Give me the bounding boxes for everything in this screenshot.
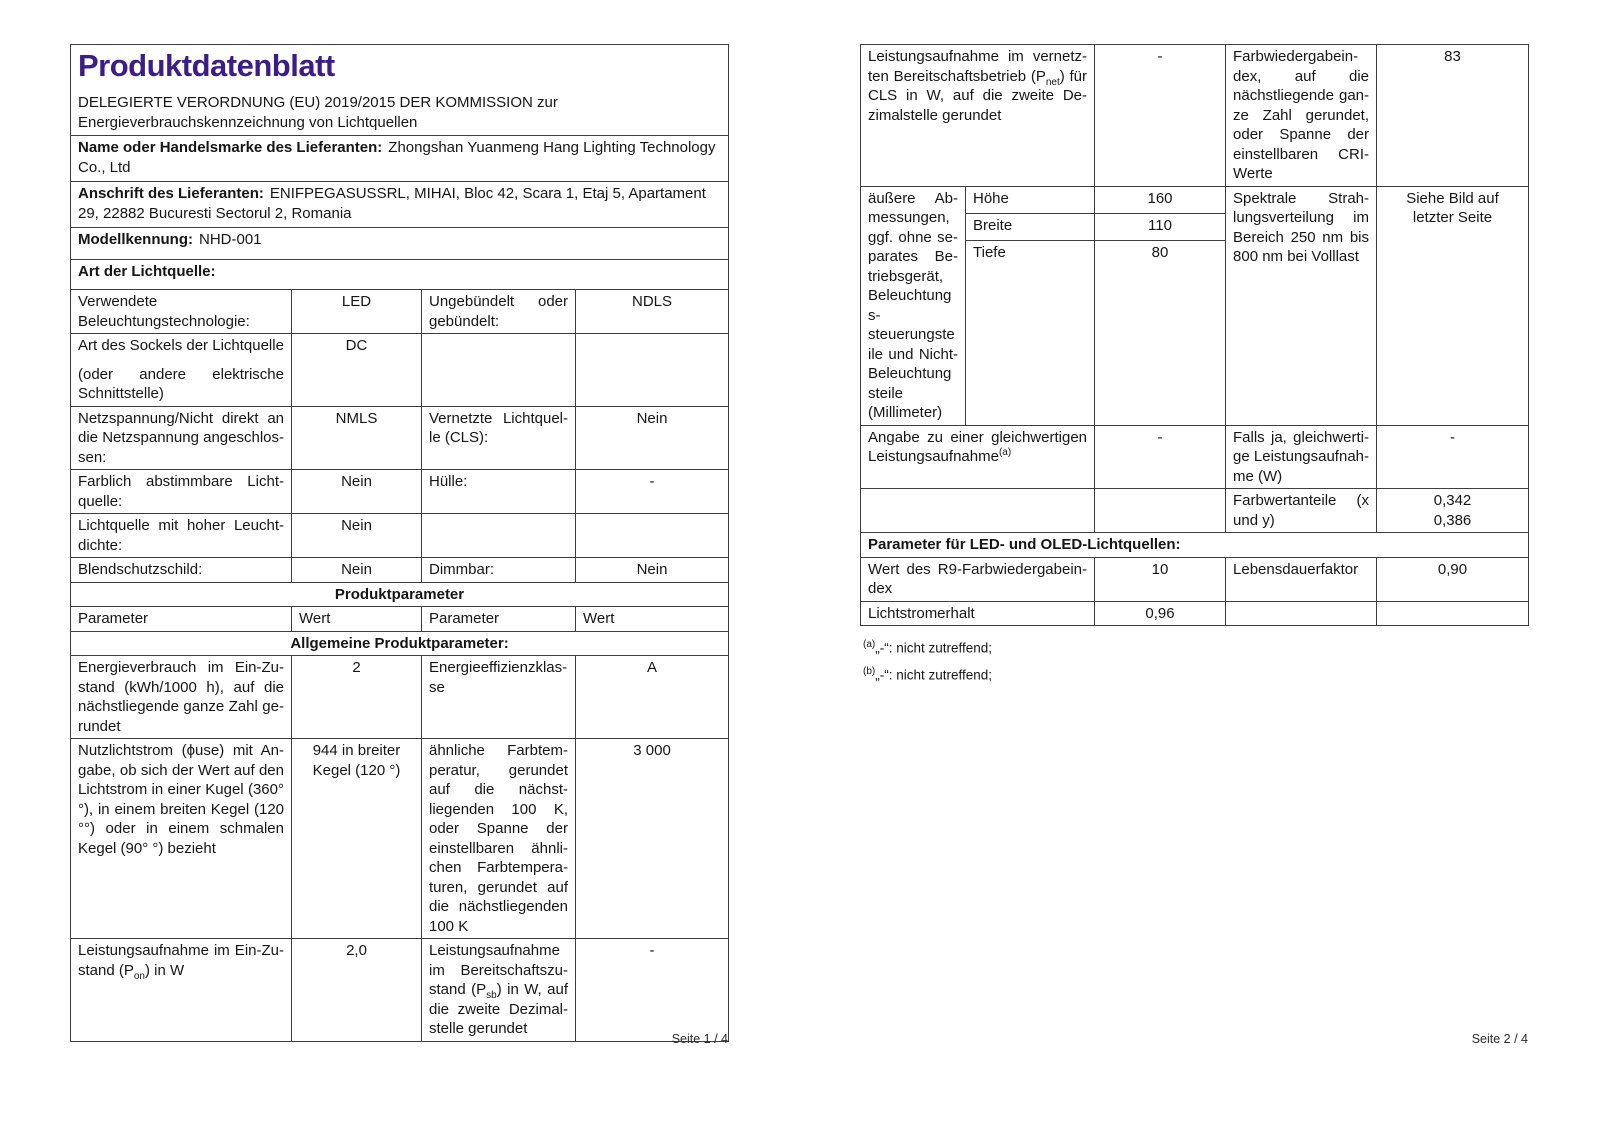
param-label-cell [71,334,292,407]
table-row [71,514,729,558]
chromaticity-x-value: 0,342 [1433,492,1472,509]
table-row [861,557,1529,601]
column-header: Parameter [71,607,292,632]
param-value-cell: Nein [576,558,729,583]
param-value-cell: NDLS [576,290,729,334]
pon-label-post: ) in W [145,961,185,979]
param-value-cell: 3 000 [576,739,729,939]
page-2-footer: Seite 2 / 4 [1471,1032,1528,1046]
param-label-cell: Energieeffizienzklasse [422,656,576,739]
page-2 [860,44,1528,686]
empty-cell [422,334,576,407]
param-value-cell: Nein [292,558,422,583]
empty-cell [861,489,1095,533]
supplier-label: Name oder Handelsmarke des Lieferanten: [78,139,383,156]
column-header: Wert [292,607,422,632]
pnet-label-post: ) für CLS in W, auf die zweite Dezimalstelle gerundet [868,67,1088,124]
param-value-cell: 2 [292,656,422,739]
empty-cell [1377,601,1529,626]
table-row [861,601,1529,626]
supplier-value: Zhongshan Yuanmeng Hang Lighting Technology Co., Ltd [78,139,716,176]
param-label-cell: Farblich abstimmbare Lichtquelle: [71,470,292,514]
param-label-cell: Verwendete Beleuchtungstechnologie: [71,290,292,334]
param-value-cell: DC [292,334,422,407]
datasheet-table-page1 [70,44,729,1042]
param-label-cell: Blendschutzschild: [71,558,292,583]
param-value-cell: Nein [576,406,729,470]
dimensions-label-cell: äußere Abmessungen, ggf. ohne separates Betriebsgerät, Beleuchtungssteuerungsteile und Nicht-Beleuchtungsteile (Millimeter) [861,186,966,425]
table-row [861,45,1529,187]
datasheet-table-page2 [860,44,1529,626]
table-row [71,656,729,739]
dimension-name-cell: Breite [966,213,1095,240]
address-cell [71,182,729,228]
socket-label-line1: Art des Sockels der Lichtquelle [78,337,284,354]
dimension-name-cell: Höhe [966,186,1095,213]
param-label-cell: ähnliche Farbtemperatur, gerundet auf die nächstliegenden 100 K, oder Spanne der einstellbaren ähnlichen Farbtemperaturen, gerundet auf die nächstliegenden 100 K [422,739,576,939]
param-label-cell: Energieverbrauch im Ein-Zustand (kWh/1000 h), auf die nächstliegende ganze Zahl gerundet [71,656,292,739]
footnote-a-marker: (a) [863,639,876,650]
empty-cell [576,514,729,558]
model-label: Modellkennung: [78,231,193,248]
section-header-row [861,533,1529,558]
dimensions-row [861,186,1529,213]
address-label: Anschrift des Lieferanten: [78,185,264,202]
table-row [861,489,1529,533]
param-label-cell: Hülle: [422,470,576,514]
address-row [71,182,729,228]
socket-label-line2: (oder andere elektrische Schnittstelle) [78,365,284,402]
param-label-cell: Spektrale Strahlungsverteilung im Bereich 250 nm bis 800 nm bei Volllast [1226,186,1377,425]
param-label-cell: Wert des R9-Farbwiedergabeindex [861,557,1095,601]
param-value-cell: 0,96 [1095,601,1226,626]
param-label-cell: Falls ja, gleichwertige Leistungsaufnahme (W) [1226,425,1377,489]
general-param-header: Allgemeine Produktparameter: [71,631,729,656]
param-label-cell: Farbwertanteile (x und y) [1226,489,1377,533]
pnet-label-pre: Leistungsaufnahme im vernetzten Bereitschaftsbetrieb (P [868,48,1088,85]
footnote-b [863,660,1528,687]
param-label-cell [422,939,576,1042]
psb-subscript: sb [486,990,497,1001]
page-subtitle: DELEGIERTE VERORDNUNG (EU) 2019/2015 DER KOMMISSION zur Energieverbrauchskennzeichnung von Lichtquellen [78,94,558,131]
footnote-a-text: „-“: nicht zutreffend; [875,640,993,656]
address-value: ENIFPEGASUSSRL, MIHAI, Bloc 42, Scara 1, Etaj 5, Apartament 29, 22882 Bucuresti Sectorul 2, Romania [78,185,706,222]
page-1 [70,44,728,1042]
param-label-cell: Ungebündelt oder gebündelt: [422,290,576,334]
empty-cell [422,514,576,558]
param-value-cell: A [576,656,729,739]
model-row [71,228,729,260]
page-1-footer: Seite 1 / 4 [671,1032,728,1046]
model-value: NHD-001 [199,231,262,248]
column-header-row [71,607,729,632]
param-label-cell: Netzspannung/Nicht direkt an die Netzspannung angeschlossen: [71,406,292,470]
param-value-cell: Nein [292,514,422,558]
dimension-value-cell: 80 [1095,241,1226,425]
dimension-value-cell: 160 [1095,186,1226,213]
pon-label-pre: Leistungsaufnahme im Ein-Zustand (P [78,942,284,979]
footnotes [860,633,1528,686]
equivalent-label: Angabe zu einer gleichwertigen Leistungsaufnahme [868,428,1088,465]
param-label-cell: Dimmbar: [422,558,576,583]
param-value-cell: 10 [1095,557,1226,601]
param-value-cell: - [576,470,729,514]
table-row [71,470,729,514]
param-value-cell [1377,489,1529,533]
footnote-b-marker: (b) [863,665,876,677]
psb-label-pre: Leistungsaufnahme im Bereitschaftszustand (P [429,942,568,998]
param-label-cell [71,939,292,1042]
empty-cell [1095,489,1226,533]
table-row [71,739,729,939]
param-label-cell: Farbwiedergabeindex, auf die nächstliegende ganze Zahl gerundet, oder Spanne der einstellbaren CRI-Werte [1226,45,1377,187]
document-header-cell [71,45,729,136]
param-value-cell: - [1095,45,1226,187]
footnote-a [863,633,1528,660]
param-label-cell: Lichtquelle mit hoher Leuchtdichte: [71,514,292,558]
product-param-header: Produktparameter [71,582,729,607]
param-value-cell: NMLS [292,406,422,470]
psb-label-post: ) in W, auf die zweite Dezimalstelle gerundet [429,981,568,1037]
param-label-cell [861,425,1095,489]
column-header: Wert [576,607,729,632]
param-label-cell: Lebensdauerfaktor [1226,557,1377,601]
column-header: Parameter [422,607,576,632]
supplier-cell [71,136,729,182]
param-value-cell: 2,0 [292,939,422,1042]
table-row [861,425,1529,489]
supplier-row [71,136,729,182]
table-row [71,334,729,407]
param-value-cell: 944 in breiter Kegel (120 °) [292,739,422,939]
param-value-cell: 0,90 [1377,557,1529,601]
param-value-cell: - [1095,425,1226,489]
type-section-header: Art der Lichtquelle: [71,260,729,290]
footnote-ref-a: (a) [998,447,1012,458]
table-row [71,558,729,583]
section-header-row [71,582,729,607]
param-label-cell: Lichtstromerhalt [861,601,1095,626]
table-row [71,406,729,470]
param-value-cell: Siehe Bild auf letzter Seite [1377,186,1529,425]
dimension-value-cell: 110 [1095,213,1226,240]
table-row [71,939,729,1042]
param-value-cell: - [1377,425,1529,489]
led-section-header: Parameter für LED- und OLED-Lichtquellen: [861,533,1529,558]
param-label-cell [861,45,1095,187]
param-value-cell: LED [292,290,422,334]
param-value-cell: 83 [1377,45,1529,187]
model-cell [71,228,729,260]
header-row [71,45,729,136]
empty-cell [576,334,729,407]
param-label-cell: Nutzlichtstrom (ϕuse) mit Angabe, ob sich der Wert auf den Lichtstrom in einer Kugel (360° °), in einem breiten Kegel (120 °°) oder in einem schmalen Kegel (90° °) bezieht [71,739,292,939]
empty-cell [1226,601,1377,626]
page-title: Produktdatenblatt [78,48,335,83]
section-header-row [71,631,729,656]
param-label-cell: Vernetzte Lichtquelle (CLS): [422,406,576,470]
footnote-b-text: „-“: nicht zutreffend; [875,667,993,682]
type-section-header-row [71,260,729,290]
pnet-subscript: net [1045,76,1060,88]
dimension-name-cell: Tiefe [966,241,1095,425]
table-row [71,290,729,334]
param-value-cell: Nein [292,470,422,514]
chromaticity-y-value: 0,386 [1433,511,1472,529]
param-value-cell: - [576,939,729,1042]
pon-subscript: on [133,970,145,982]
